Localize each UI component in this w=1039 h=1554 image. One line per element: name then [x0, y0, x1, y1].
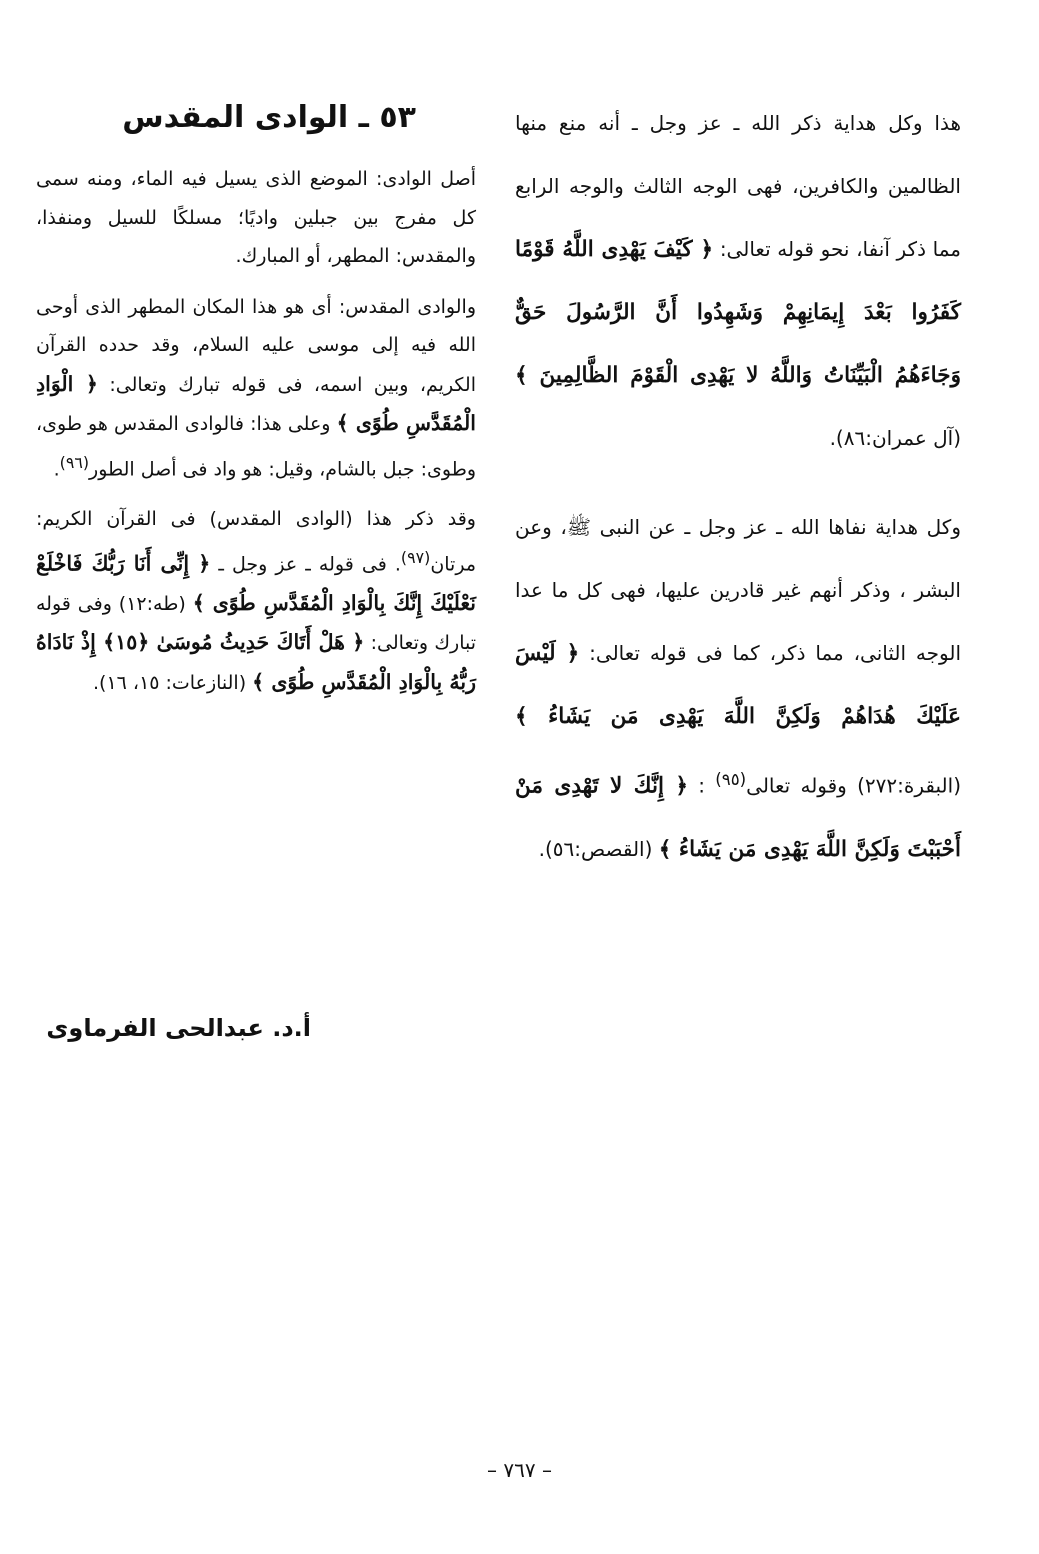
paragraph-text: :	[688, 773, 716, 798]
left-column	[36, 92, 476, 714]
verse-citation: (آل عمران:٨٦).	[829, 426, 961, 450]
paragraph-text: والوادى المقدس: أى هو هذا المكان المطهر الذى أوحى الله فيه إلى موسى عليه السلام، وقد حدده القرآن الكريم، وبين اسمه، فى قوله تبارك وتعالى:	[36, 295, 476, 396]
paragraph-text: وقد ذكر هذا (الوادى المقدس) فى القرآن الكريم: مرتان	[36, 508, 477, 576]
verse-citation: (القصص:٥٦).	[538, 836, 659, 861]
author-signature: أ.د. عبدالحى الفرماوى	[46, 1014, 311, 1042]
paragraph-hidaya-negated	[515, 496, 961, 881]
quran-verse: ﴿ إِنَّكَ لا تَهْدِى مَنْ أَحْبَبْتَ وَلَكِنَّ اللَّهَ يَهْدِى مَن يَشَاءُ ﴾	[515, 773, 961, 862]
paragraph-text: وعلى هذا: فالوادى المقدس هو طوى، وطوى: جبل بالشام، وقيل: هو واد فى أصل الطور	[36, 413, 476, 480]
quran-verse: ﴿ لَيْسَ عَلَيْكَ هُدَاهُمْ وَلَكِنَّ اللَّهَ يَهْدِى مَن يَشَاءُ ﴾	[515, 641, 961, 729]
verse-citation: (طه:١٢) وفى قوله تبارك وتعالى:	[36, 592, 477, 655]
paragraph-text: أصل الوادى: الموضع الذى يسيل فيه الماء، ومنه سمى كل مفرج بين جبلين واديًا؛ مسلكًا للسيل ومنفذا، والمقدس: المطهر، أو المبارك.	[36, 168, 476, 267]
quran-verse: ﴿ الْوَادِ الْمُقَدَّسِ طُوًى ﴾	[36, 371, 476, 435]
quran-verse: ﴿ كَيْفَ يَهْدِى اللَّهُ قَوْمًا كَفَرُوا بَعْدَ إِيمَانِهِمْ وَشَهِدُوا أَنَّ الرَّسُولَ حَقٌّ وَجَاءَهُمُ الْبَيِّنَاتُ وَاللَّهُ لا يَهْدِى الْقَوْمَ الظَّالِمِينَ ﴾	[515, 237, 961, 388]
paragraph-meaning	[36, 288, 476, 489]
quran-verse: ﴿ هَلْ أَتَاكَ حَدِيثُ مُوسَىٰ ﴿١٥﴾ إِذْ نَادَاهُ رَبُّهُ بِالْوَادِ الْمُقَدَّسِ طُوًى ﴾	[36, 630, 476, 694]
paragraph-text: .	[53, 457, 60, 480]
quran-verse: ﴿ إِنِّى أَنَا رَبُّكَ فَاخْلَعْ نَعْلَيْكَ إِنَّكَ بِالْوَادِ الْمُقَدَّسِ طُوًى ﴾	[36, 551, 476, 615]
section-heading: ٥٣ ـ الوادى المقدس	[122, 100, 416, 135]
right-column	[515, 92, 961, 907]
page-number: – ٧٦٧ –	[487, 1458, 552, 1482]
paragraph-quran-mentions	[36, 500, 476, 702]
paragraph-text: وكل هداية نفاها الله ـ عز وجل ـ عن النبى ﷺ، وعن البشر ، وذكر أنهم غير قادرين عليها، فهى كل ما عدا الوجه الثانى، مما ذكر، كما فى قوله تعالى:	[515, 515, 961, 665]
paragraph-text: هذا وكل هداية ذكر الله ـ عز وجل ـ أنه منع منها الظالمين والكافرين، فهى الوجه الثالث والوجه الرابع مما ذكر آنفا، نحو قوله تعالى:	[515, 111, 961, 261]
footnote-ref[interactable]: (٩٥)	[715, 770, 747, 789]
footnote-ref[interactable]: (٩٧)	[400, 547, 431, 567]
paragraph-definition	[36, 160, 476, 276]
verse-citation: (البقرة:٢٧٢) وقوله تعالى	[746, 773, 961, 798]
paragraph-hidaya-denied	[515, 92, 961, 470]
footnote-ref[interactable]: (٩٦)	[59, 452, 90, 472]
paragraph-text: . فى قوله ـ عز وجل ـ	[210, 553, 401, 576]
verse-citation: (النازعات: ١٥، ١٦).	[93, 671, 253, 694]
